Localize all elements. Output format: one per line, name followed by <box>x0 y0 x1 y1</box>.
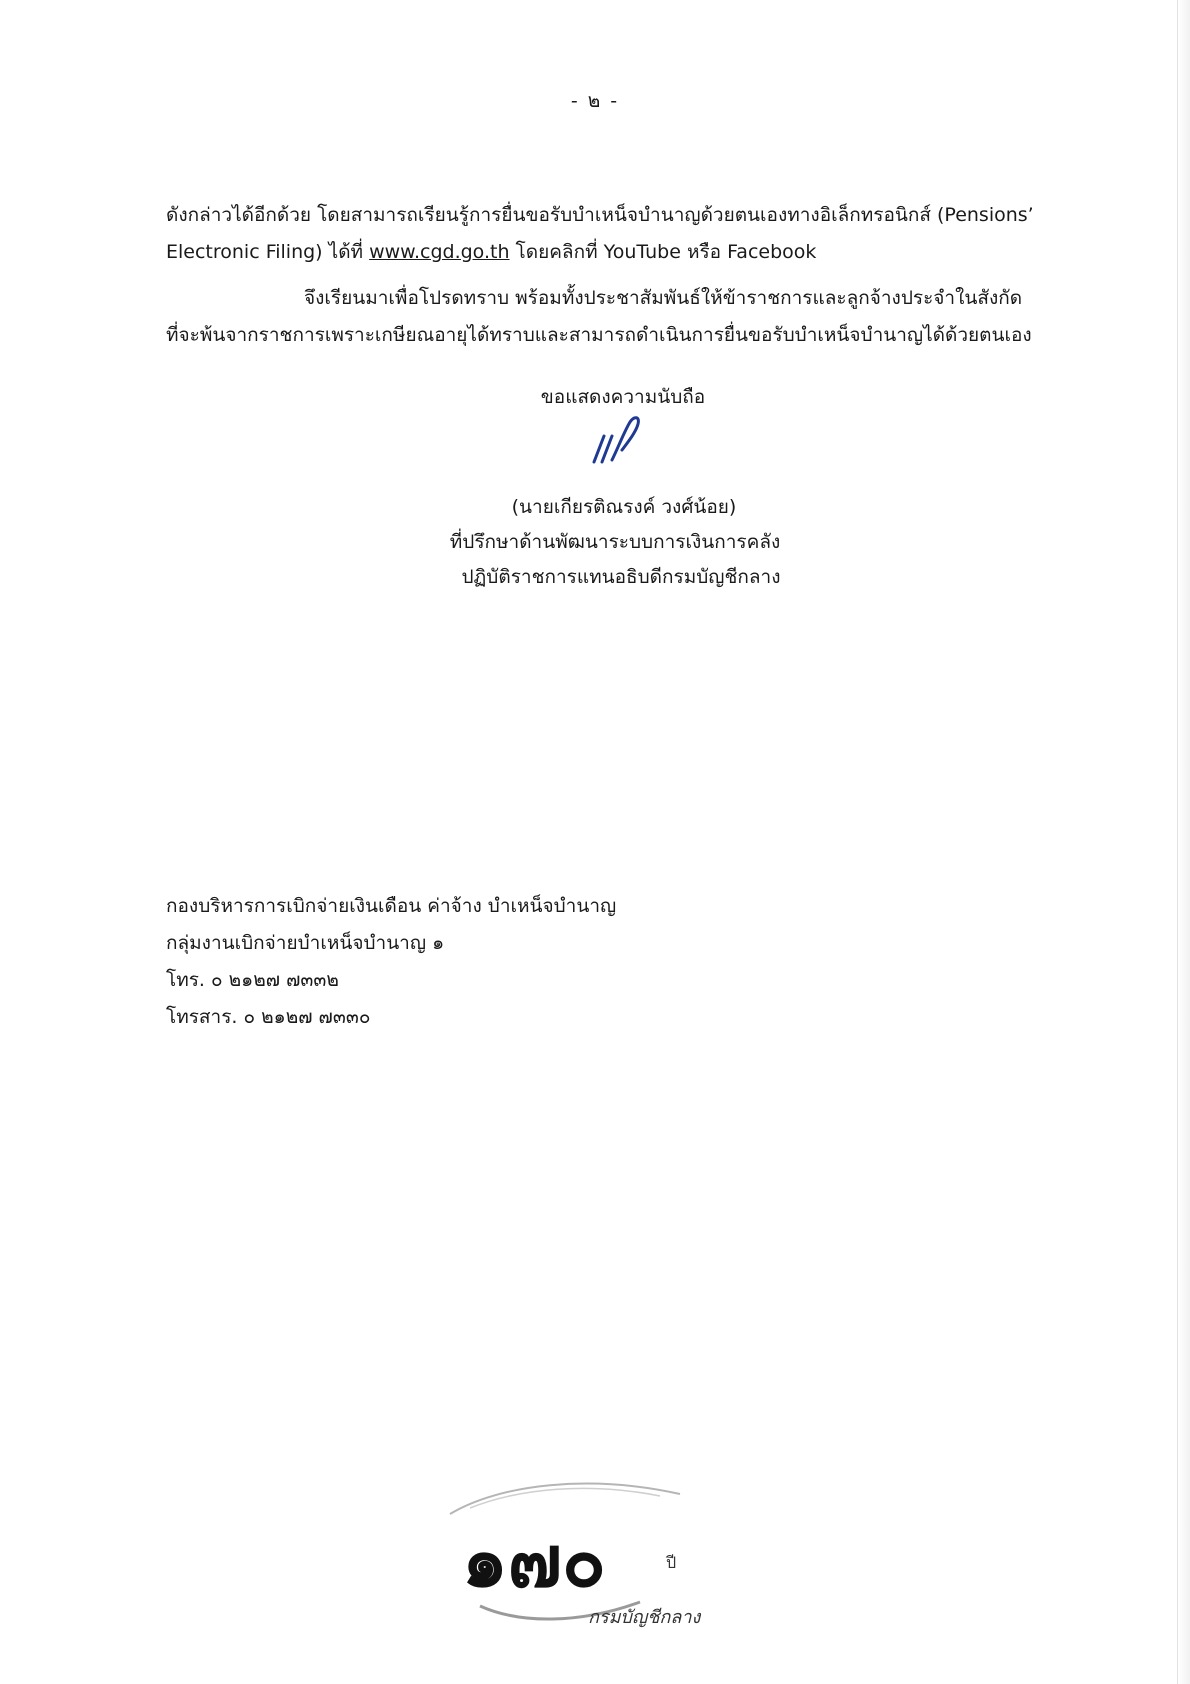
paragraph-1-line-2 <box>166 234 1066 271</box>
signatory-position: ที่ปรึกษาด้านพัฒนาระบบการเงินการคลัง <box>449 531 781 553</box>
body-paragraph-2 <box>166 280 1066 354</box>
contact-group: กลุ่มงานเบิกจ่ายบำเหน็จบำนาญ ๑ <box>166 932 445 954</box>
signatory-block <box>0 490 1190 595</box>
paragraph-2-line-1: จึงเรียนมาเพื่อโปรดทราบ พร้อมทั้งประชาสัมพันธ์ให้ข้าราชการและลูกจ้างประจำในสังกัด <box>304 287 1023 309</box>
contact-fax: โทรสาร. ๐ ๒๑๒๗ ๗๓๓๐ <box>166 1006 371 1028</box>
cgd-website-link[interactable]: www.cgd.go.th <box>369 241 510 263</box>
logo-suffix: ปี <box>666 1553 677 1572</box>
paragraph-1-line-1: ดังกล่าวได้อีกด้วย โดยสามารถเรียนรู้การยื่นขอรับบำเหน็จบำนาญด้วยตนเองทางอิเล็กทรอนิกส์ (Pensions’ <box>166 204 1034 226</box>
page-number: - ๒ - <box>570 90 620 112</box>
paragraph-1-line-2-end: โดยคลิกที่ YouTube หรือ Facebook <box>509 241 817 263</box>
page-edge <box>1177 0 1190 1684</box>
signature-mark <box>588 412 650 468</box>
body-paragraph-1 <box>166 197 1066 271</box>
contact-block <box>166 888 966 1036</box>
closing-salutation: ขอแสดงความนับถือ <box>540 386 706 408</box>
contact-phone: โทร. ๐ ๒๑๒๗ ๗๓๓๒ <box>166 969 339 991</box>
contact-division: กองบริหารการเบิกจ่ายเงินเดือน ค่าจ้าง บำเหน็จบำนาญ <box>166 895 617 917</box>
paragraph-1-line-2-start: Electronic Filing) ได้ที่ <box>166 241 370 263</box>
logo-numerals: ๑๗๐ <box>462 1519 606 1603</box>
logo-caption: กรมบัญชีกลาง <box>588 1607 701 1628</box>
signatory-acting-role: ปฏิบัติราชการแทนอธิบดีกรมบัญชีกลาง <box>461 566 781 588</box>
signatory-name: (นายเกียรติณรงค์ วงศ์น้อย) <box>511 496 737 518</box>
paragraph-2-line-2: ที่จะพ้นจากราชการเพราะเกษียณอายุได้ทราบและสามารถดำเนินการยื่นขอรับบำเหน็จบำนาญได้ด้วยตนเอง <box>166 324 1032 346</box>
